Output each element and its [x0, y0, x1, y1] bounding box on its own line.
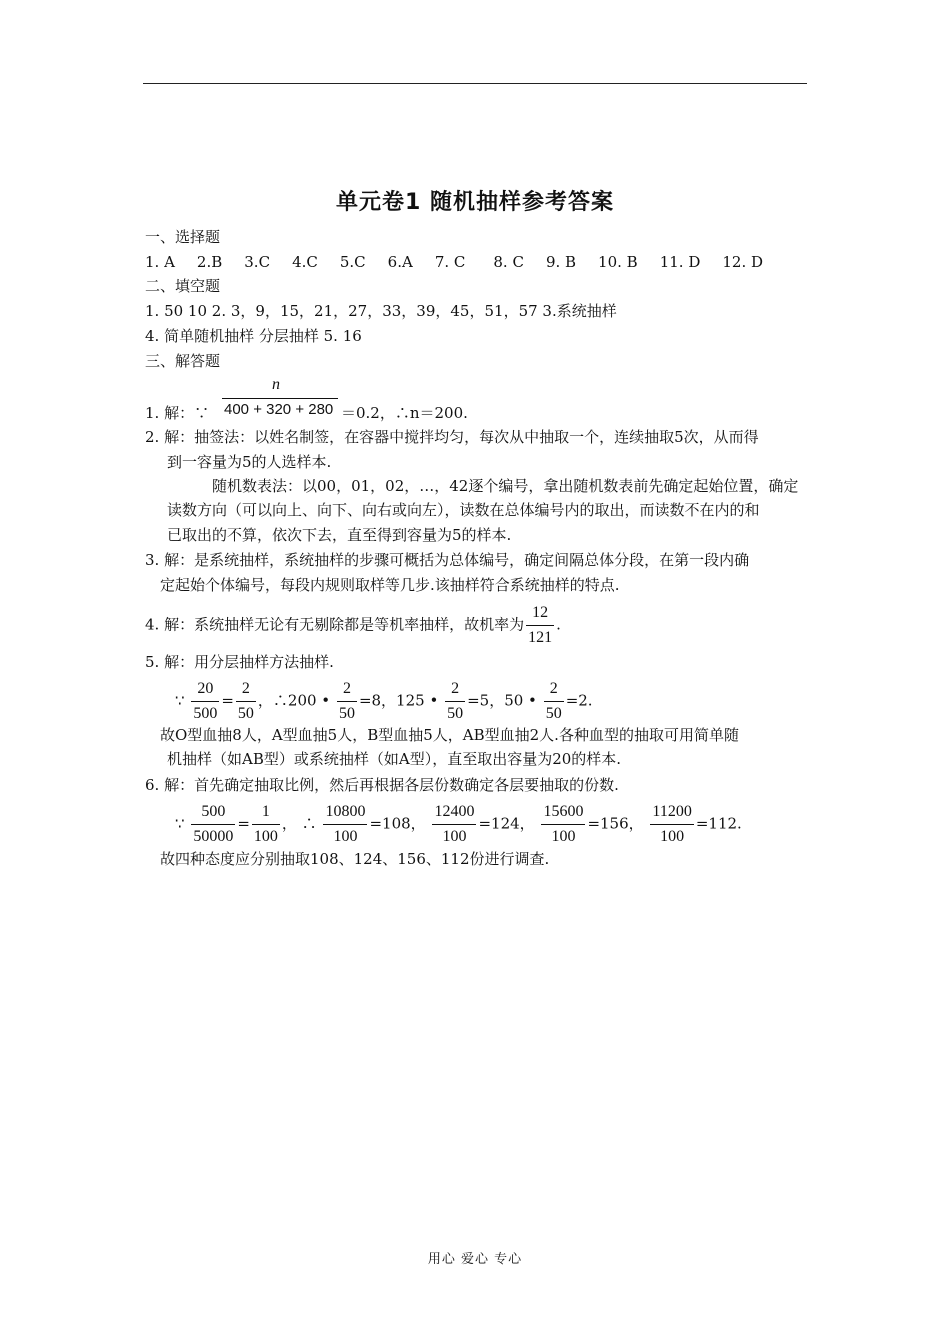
- fraction: [432, 801, 476, 848]
- q4-text: 4. 解：系统抽样无论有无剔除都是等机率抽样，故机率为: [145, 615, 525, 634]
- q2-line-1: 2. 解：抽签法：以姓名制签，在容器中搅拌均匀，每次从中抽取一个，连续抽取5次，从而得: [145, 428, 759, 446]
- fraction-numerator: 20: [191, 678, 219, 702]
- equals: =: [237, 814, 250, 833]
- q6-text-1: =108，: [369, 814, 426, 833]
- fraction-denominator: 50: [237, 705, 254, 722]
- q6-text-3: =156，: [587, 814, 644, 833]
- q5-text-2: =8，125 •: [358, 691, 439, 710]
- page-title: 单元卷1 随机抽样参考答案: [336, 190, 614, 215]
- choice-answer: 11. D: [659, 253, 701, 271]
- fraction-denominator: 100: [253, 828, 278, 845]
- q5-text-3: =5，50 •: [467, 691, 537, 710]
- fraction: [445, 678, 465, 725]
- fill-answers-line-1: 1. 50 10 2. 3，9，15，21，27，33，39，45，51，57 3.系统抽样: [145, 302, 617, 320]
- fraction-denominator: 50: [338, 705, 355, 722]
- fraction: [337, 678, 357, 725]
- fraction-numerator: 2: [236, 678, 256, 702]
- fraction-numerator: 500: [191, 801, 235, 825]
- choice-answers: [145, 251, 785, 273]
- q3-line-1: 3. 解：是系统抽样，系统抽样的步骤可概括为总体编号，确定间隔总体分段，在第一段内确: [145, 551, 750, 569]
- equals: =: [221, 691, 234, 710]
- q6-equation: [175, 801, 742, 848]
- choice-answer: 5.C: [339, 253, 366, 271]
- choice-answer: 7. C: [434, 253, 466, 271]
- q5-text-4: =2.: [565, 691, 593, 710]
- page-footer: 用心 爱心 专心: [427, 1252, 523, 1267]
- section-heading-solve: 三、解答题: [145, 352, 221, 370]
- fraction: [236, 678, 256, 725]
- q6-text-4: =112.: [695, 814, 742, 833]
- choice-answer: 8. C: [493, 253, 524, 271]
- fraction-numerator: 2: [544, 678, 564, 702]
- q2-line-2: 到一容量为5的人选样本.: [167, 453, 332, 471]
- fraction-denominator: 100: [551, 828, 576, 845]
- choice-answer: 10. B: [598, 253, 638, 271]
- fraction-numerator: 2: [445, 678, 465, 702]
- fraction-numerator: 15600: [541, 801, 585, 825]
- fill-answers-line-2: 4. 简单随机抽样 分层抽样 5. 16: [145, 327, 362, 345]
- fraction-denominator: 100: [660, 828, 685, 845]
- fraction-denominator: 50: [447, 705, 464, 722]
- fraction-denominator: 500: [193, 705, 218, 722]
- q6-text-2: =124，: [478, 814, 535, 833]
- q1-result: ＝0.2，∴n＝200.: [341, 404, 468, 422]
- therefore-symbol: ， ∴: [281, 814, 317, 833]
- because-symbol: ∵: [175, 691, 185, 710]
- q5-equation: [175, 678, 593, 725]
- q2-line-4: 读数方向（可以向上、向下、向右或向左），读数在总体编号内的取出，而读数不在内的和: [167, 501, 760, 519]
- q3-line-2: 定起始个体编号，每段内规则取样等几步.该抽样符合系统抽样的特点.: [160, 576, 620, 594]
- q4-line: [145, 602, 561, 649]
- q1-numerator: n: [272, 376, 280, 393]
- choice-answer: 2.B: [196, 253, 223, 271]
- q2-line-5: 已取出的不算，依次下去，直至得到容量为5的样本.: [167, 526, 512, 544]
- choice-answer: 9. B: [545, 253, 577, 271]
- q4-denominator: 121: [528, 629, 553, 646]
- q6-line-3: 故四种态度应分别抽取108、124、156、112份进行调查.: [160, 850, 550, 868]
- choice-answer: 4.C: [292, 253, 318, 271]
- fraction: [541, 801, 585, 848]
- fraction-denominator: 50: [545, 705, 562, 722]
- fraction: [323, 801, 367, 848]
- fraction: [650, 801, 693, 848]
- fraction: [544, 678, 564, 725]
- section-heading-choice: 一、选择题: [145, 228, 221, 246]
- q2-line-3: 随机数表法：以00，01，02，…，42逐个编号，拿出随机数表前先确定起始位置，确定: [212, 477, 799, 495]
- fraction-numerator: 12400: [432, 801, 476, 825]
- q5-line-4: 机抽样（如AB型）或系统抽样（如A型），直至取出容量为20的样本.: [167, 750, 622, 768]
- choice-answer: 12. D: [722, 253, 764, 271]
- fraction-denominator: 100: [442, 828, 467, 845]
- q4-numerator: 12: [526, 602, 554, 626]
- q5-text-1: ，∴200 •: [257, 691, 331, 710]
- choice-answer: 6.A: [387, 253, 413, 271]
- choice-answer: 3.C: [244, 253, 271, 271]
- q1-prefix: 1. 解：∵: [145, 404, 210, 422]
- q6-line-1: 6. 解：首先确定抽取比例，然后再根据各层份数确定各层要抽取的份数.: [145, 776, 619, 794]
- section-heading-fill: 二、填空题: [145, 277, 221, 295]
- q1-denominator: 400 + 320 + 280: [224, 401, 334, 418]
- fraction: [252, 801, 280, 848]
- q5-line-3: 故O型血抽8人，A型血抽5人，B型血抽5人，AB型血抽2人.各种血型的抽取可用简单随: [160, 726, 739, 744]
- q5-line-1: 5. 解：用分层抽样方法抽样.: [145, 653, 334, 671]
- choice-answer: 1. A: [145, 253, 175, 271]
- fraction-numerator: 2: [337, 678, 357, 702]
- q4-fraction: [526, 602, 554, 649]
- fraction-denominator: 100: [333, 828, 358, 845]
- because-symbol: ∵: [175, 814, 185, 833]
- fraction-numerator: 10800: [323, 801, 367, 825]
- q1-fraction-bar: [222, 398, 338, 399]
- q4-end: .: [556, 615, 561, 634]
- fraction: [191, 678, 219, 725]
- header-rule: [143, 83, 807, 84]
- fraction: [191, 801, 235, 848]
- fraction-numerator: 1: [252, 801, 280, 825]
- fraction-denominator: 50000: [193, 828, 234, 845]
- fraction-numerator: 11200: [650, 801, 693, 825]
